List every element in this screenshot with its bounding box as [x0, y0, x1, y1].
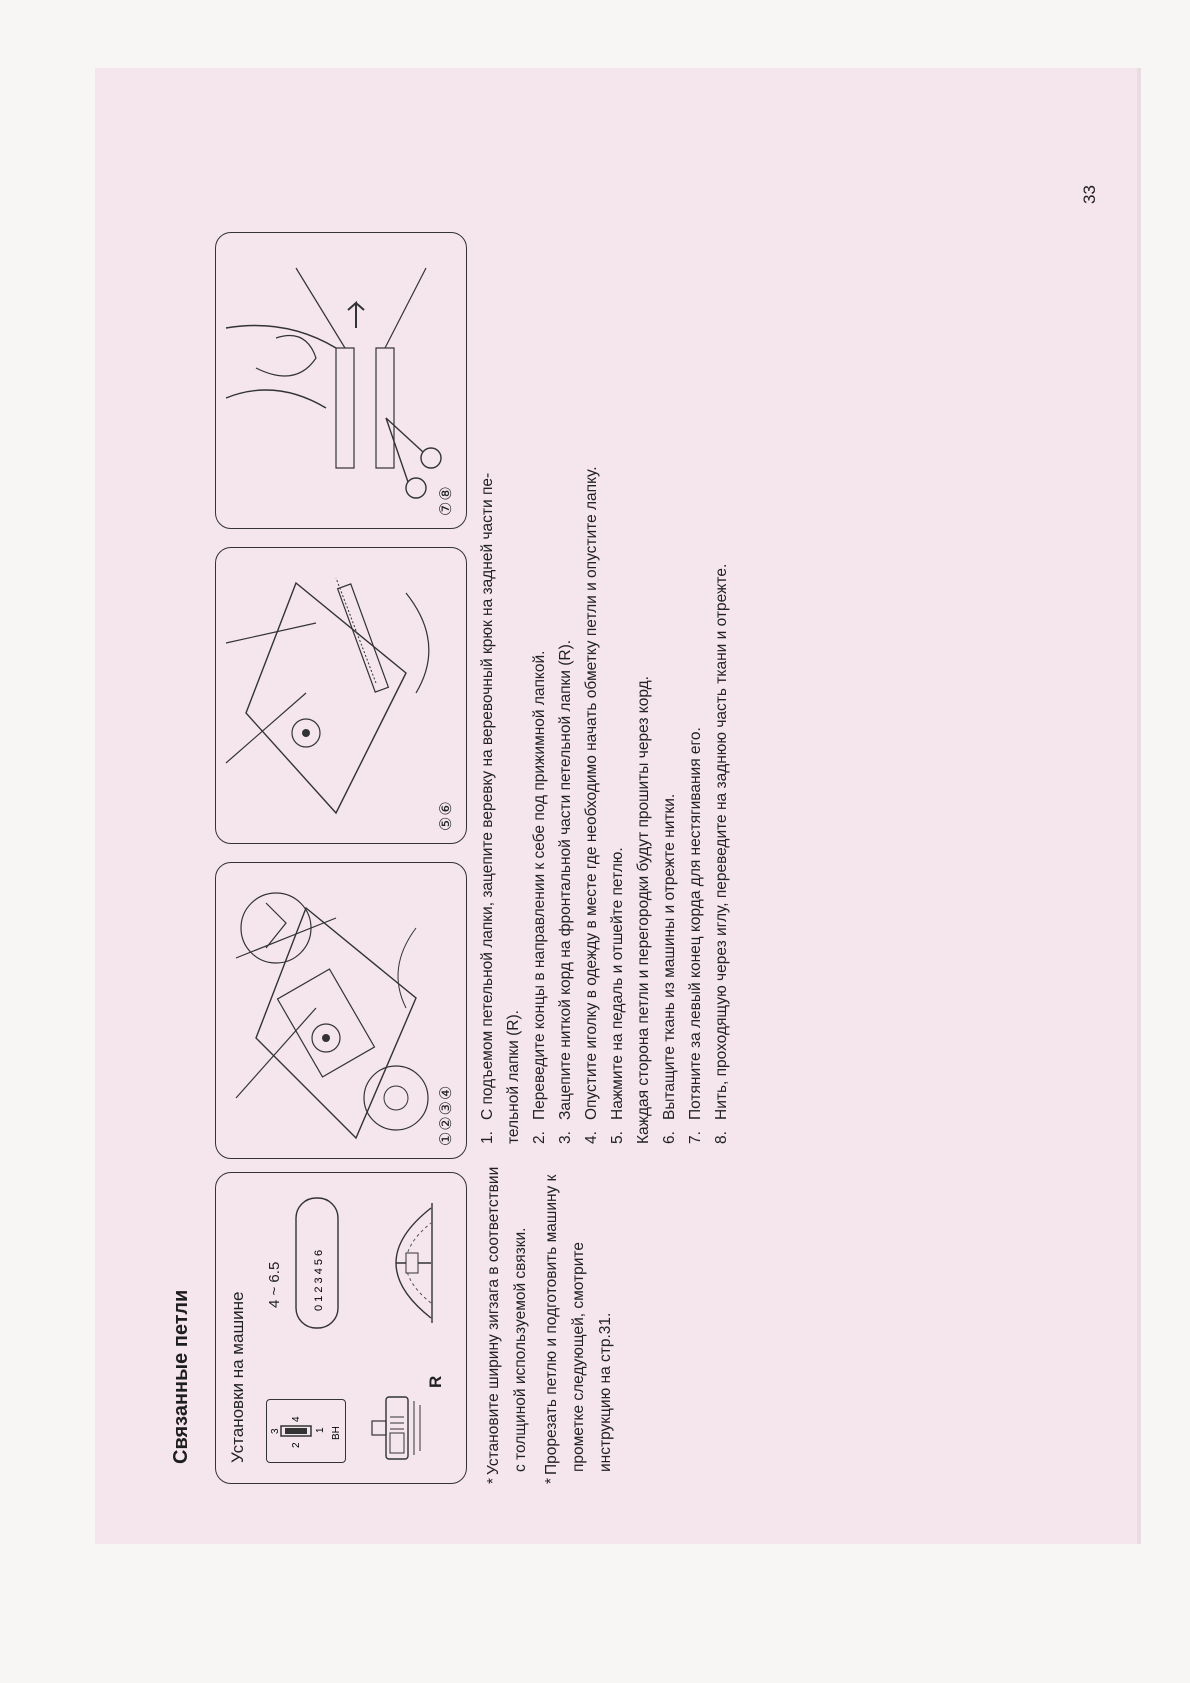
foot-letter: R — [426, 1375, 445, 1388]
side-notes — [480, 1164, 623, 1484]
pull-cord-and-cut-illustration — [216, 233, 466, 528]
machine-settings-box — [215, 1172, 467, 1484]
stitch-selector-icon — [266, 1399, 346, 1463]
step-4: 4.Опустите иголку в одежду в месте где необходимо начать обметку петли и опустите лапку. — [583, 466, 600, 1144]
illustration-panel-2 — [215, 547, 467, 844]
selector-mark-2: 2 — [291, 1442, 302, 1448]
selector-mark-bh: BH — [331, 1426, 342, 1440]
zigzag-width-range: 4 ~ 6.5 — [266, 1261, 283, 1308]
buttonhole-foot-icon — [366, 1393, 436, 1463]
illustration-panel-3 — [215, 232, 467, 529]
step-2: 2.Переведите концы в направлении к себе под прижимной лапкой. — [531, 650, 548, 1144]
settings-title: Установки на машине — [228, 1291, 247, 1463]
side-note-1: *Установите ширину зигзага в соответствии с толщиной используемой связки. — [485, 1166, 529, 1484]
page-number: 33 — [1080, 185, 1099, 204]
step-6: 6.Вытащите ткань из машины и отрежте нитки. — [661, 793, 678, 1144]
selector-mark-1: 1 — [315, 1427, 326, 1433]
step-5-continuation: Каждая сторона петли и перегородки будут прошиты через корд. — [635, 676, 652, 1144]
dial-digits: 0 1 2 3 4 5 6 — [313, 1249, 325, 1311]
panel-2-label: ⑤⑥ — [438, 800, 455, 831]
instruction-steps — [475, 144, 735, 1144]
panel-3-label: ⑦⑧ — [438, 485, 455, 516]
page-edge — [1137, 68, 1141, 1544]
step-3: 3.Зацепите ниткой корд на фронтальной части петельной лапки (R). — [557, 639, 574, 1144]
step-5: 5.Нажмите на педаль и отшейте петлю. — [609, 847, 626, 1144]
selector-mark-3: 3 — [270, 1428, 281, 1434]
selector-mark-4: 4 — [291, 1416, 302, 1422]
step-7: 7.Потяните за левый конец корда для нестягивания его. — [687, 727, 704, 1144]
step-1-continuation: тельной лапки (R). — [505, 1010, 522, 1144]
width-dial-icon — [256, 1193, 456, 1333]
page-title: Связанные петли — [170, 1289, 192, 1464]
side-note-2: *Прорезать петлю и подготовить машину к прометке следующей, смотрите инструкцию на стр.31. — [543, 1174, 614, 1484]
panel-1-label: ①②③④ — [438, 1084, 455, 1146]
rotated-content — [95, 68, 1137, 1544]
stitching-cord-illustration — [216, 548, 466, 843]
presser-foot-hook-illustration — [216, 863, 466, 1158]
illustration-panel-1 — [215, 862, 467, 1159]
step-1: 1.С подъемом петельной лапки, зацепите веревку на веревочный крюк на задней части пе- — [479, 472, 496, 1144]
step-8: 8.Нить, проходящую через иглу, переведите на заднюю часть ткани и отрежте. — [713, 563, 730, 1144]
